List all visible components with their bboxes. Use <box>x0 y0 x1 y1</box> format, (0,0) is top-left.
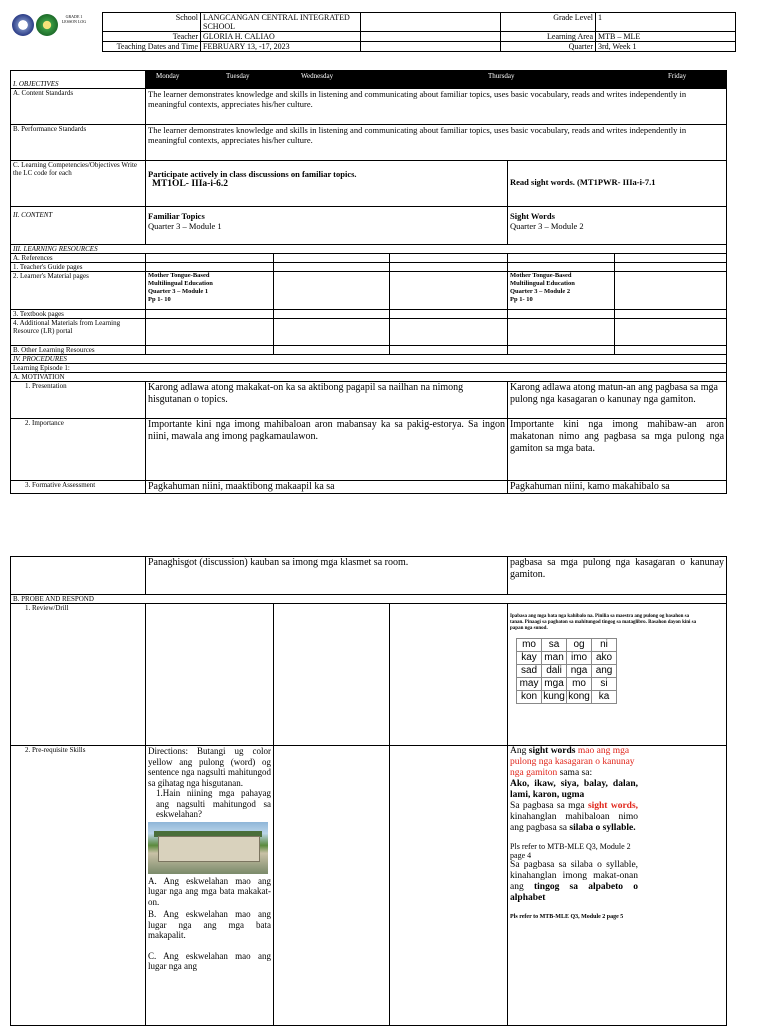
teacher-value: GLORIA H. CALIAO <box>201 32 361 42</box>
day-friday: Friday <box>668 72 687 80</box>
sight-word-cell: mga <box>542 678 567 691</box>
procedures-title: IV. PROCEDURES <box>11 355 727 364</box>
sight-word-cell: kon <box>517 691 542 704</box>
competencies-left <box>146 161 508 207</box>
competency-text: Participate actively in class discussions on familiar topics. <box>148 169 357 179</box>
logo-text: GRADE 1 LESSON LOG <box>61 14 87 24</box>
sight-word-cell: ang <box>592 665 617 678</box>
textbook-label: 3. Textbook pages <box>11 310 146 319</box>
day-wednesday: Wednesday <box>301 72 334 80</box>
formative-label: 3. Formative Assessment <box>11 481 146 494</box>
quarter-label: Quarter <box>501 42 596 52</box>
option-c: C. Ang eskwelahan mao ang lugar nga ang <box>148 950 271 971</box>
school-value: LANGCANGAN CENTRAL INTEGRATED SCHOOL <box>201 13 361 32</box>
sight-word-cell: kong <box>568 691 590 702</box>
content-standards-text: The learner demonstrates knowledge and skills in listening and communicating about familiar topics, uses basic vocabulary, reads and writes independently in meaningful contexts, appreciates his/her culture. <box>146 89 727 125</box>
competencies-right: Read sight words. (MT1PWR- IIIa-i-7.1 <box>508 161 727 207</box>
episode-label: Learning Episode 1: <box>11 364 727 373</box>
prereq-label: 2. Pre-requisite Skills <box>11 746 146 1026</box>
ref-page-4: Pls refer to MTB-MLE Q3, Module 2 page 4 <box>510 842 631 860</box>
formative-left-cont: Panaghisgot (discussion) kauban sa imong mga klasmet sa room. <box>146 557 508 595</box>
resources-title: III. LEARNING RESOURCES <box>11 245 727 254</box>
sight-word-cell: sad <box>517 665 542 678</box>
sight-word-cell: ako <box>592 652 617 665</box>
prereq-cell <box>146 746 274 1026</box>
presentation-right: Karong adlawa atong matun-an ang pagbasa sa mga pulong nga kasagaran o kanunay nga gamiton. <box>508 382 727 419</box>
sight-word-cell: imo <box>567 652 592 665</box>
learners-material-right: Mother Tongue-Based Multilingual Education Quarter 3 – Module 2 Pp 1- 10 <box>508 272 615 310</box>
review-instructions: Ipabasa ang mga bata nga kahibalo na. Pinilia sa maestra ang pulong og basahon sa tanan. Pinaagi sa pagbaton sa mahitungod tingog sa mataglibro. Basahon dayon kini sa papan nga sunod. <box>510 614 697 631</box>
learners-material-left: Mother Tongue-Based Multilingual Education Quarter 3 – Module 1 Pp 1- 10 <box>146 272 274 310</box>
competencies-label: C. Learning Competencies/Objectives Write the LC code for each <box>11 161 146 207</box>
other-resources-label: B. Other Learning Resources <box>11 346 146 355</box>
sight-word-cell: mo <box>517 639 542 652</box>
content-left-title: Familiar Topics <box>148 211 205 221</box>
option-a: A. Ang eskwelahan mao ang lugar nga ang mga bata makakat-on. <box>148 875 271 907</box>
day-monday: Monday <box>156 72 180 80</box>
sight-word-cell: kay <box>517 652 542 665</box>
word-grid-row <box>517 691 617 704</box>
school-building-image <box>148 822 268 874</box>
word-grid-row <box>517 678 617 691</box>
grade-value: 1 <box>596 13 736 32</box>
word-grid-row <box>517 665 617 678</box>
content-standards-label: A. Content Standards <box>11 89 146 125</box>
formative-left: Pagkahuman niini, maaktibong makaapil ka sa <box>146 481 508 494</box>
additional-materials-label: 4. Additional Materials from Learning Resource (LR) portal <box>11 319 146 346</box>
content-right-title: Sight Words <box>510 211 555 221</box>
sight-word-cell: si <box>592 678 617 691</box>
performance-standards-label: B. Performance Standards <box>11 125 146 161</box>
competency-code: MT1OL- IIIa-i-6.2 <box>152 179 228 189</box>
presentation-label: 1. Presentation <box>11 382 146 419</box>
division-logo-icon <box>36 14 58 36</box>
presentation-left: Karong adlawa atong makakat-on ka sa aktibong pagapil sa nailhan na nimong hisgutanan o topics. <box>146 382 508 419</box>
day-thursday: Thursday <box>488 72 515 80</box>
prereq-question: 1.Hain niining mga pahayag ang nagsulti mahitungod sa eskwelahan? <box>156 788 271 819</box>
sight-word-cell: mo <box>567 678 592 691</box>
content-title: II. CONTENT <box>11 207 146 245</box>
school-label: School <box>103 13 201 32</box>
quarter-value: 3rd, Week 1 <box>596 42 736 52</box>
sight-word-cell: dali <box>542 665 567 678</box>
sight-word-cell: kung <box>543 691 565 702</box>
sight-words-list: Ako, ikaw, siya, balay, dalan, lami, karon, ugma <box>510 779 639 800</box>
content-left <box>146 207 508 245</box>
motivation-label: A. MOTIVATION <box>11 373 727 382</box>
content-right-sub: Quarter 3 – Module 2 <box>510 221 584 231</box>
formative-right: Pagkahuman niini, kamo makahibalo sa <box>508 481 727 494</box>
probe-label: B. PROBE AND RESPOND <box>11 595 727 604</box>
area-label: Learning Area <box>501 32 596 42</box>
importance-right: Importante kini nga imong mahibaw-an aron makatonan nimo ang pagbasa sa mga pulong nga gamiton sa mga bata. <box>508 419 727 481</box>
teachers-guide-label: 1. Teacher's Guide pages <box>11 263 146 272</box>
objectives-title: I. OBJECTIVES <box>11 71 146 89</box>
word-grid-row <box>517 652 617 665</box>
formative-right-cont: pagbasa sa mga pulong nga kasagaran o kanunay gamiton. <box>508 557 727 595</box>
content-left-sub: Quarter 3 – Module 1 <box>148 221 222 231</box>
teacher-label: Teacher <box>103 32 201 42</box>
references-label: A. References <box>11 254 146 263</box>
deped-seal-icon <box>12 14 34 36</box>
content-right <box>508 207 727 245</box>
sight-word-grid <box>516 638 617 704</box>
sight-word-cell: nga <box>567 665 592 678</box>
prereq-directions: Directions: Butangi ug color yellow ang pulong (word) og sentence nga nagsulti mahitungod sa gihatag nga hisgutanan. <box>148 746 271 788</box>
day-tuesday: Tuesday <box>226 72 250 80</box>
review-cell <box>508 604 727 746</box>
learners-material-label: 2. Learner's Material pages <box>11 272 146 310</box>
area-value: MTB – MLE <box>596 32 736 42</box>
performance-standards-text: The learner demonstrates knowledge and skills in listening and communicating about familiar topics, uses basic vocabulary, reads and writes independently in meaningful contexts, appreciates his/her culture. <box>146 125 727 161</box>
importance-label: 2. Importance <box>11 419 146 481</box>
lesson-table-continued <box>10 556 727 1026</box>
sight-word-cell: sa <box>542 639 567 652</box>
sight-word-cell: ka <box>592 691 617 704</box>
dates-label: Teaching Dates and Time <box>103 42 201 52</box>
sight-word-cell: og <box>567 639 592 652</box>
lesson-table <box>10 70 727 494</box>
header-table <box>102 12 736 52</box>
grade-label: Grade Level <box>501 13 596 32</box>
header <box>10 12 735 52</box>
dates-value: FEBRUARY 13, -17, 2023 <box>201 42 361 52</box>
word-grid-row <box>517 639 617 652</box>
option-b: B. Ang eskwelahan mao ang lugar nga ang mga bata makapalit. <box>148 909 271 940</box>
importance-left: Importante kini nga imong mahibaloan aron mabansay ka sa pakig-estorya. Sa ingon niini, mawala ang imong pagkamaulawon. <box>146 419 508 481</box>
sight-words-explanation: Ang sight words mao ang mga pulong nga kasagaran o kanunay nga gamiton sama sa: Ako, ikaw, siya, balay, dalan, lami, karon, ugma Sa pagbasa sa mga sight words, kinahanglan mahibaloan nimo ang pagbasa sa silaba o syllable. Pls refer to MTB-MLE Q3, Module 2 page 4 Sa pagbasa sa silaba o syllable, kinahanglan imong makat-onan ang tingog sa alpabeto o alphabet Pls refer to MTB-MLE Q3, Module 2 page 5 <box>508 746 727 1026</box>
sight-word-cell: may <box>517 678 542 691</box>
sight-word-cell: man <box>542 652 567 665</box>
sight-word-cell: ni <box>592 639 617 652</box>
review-label: 1. Review/Drill <box>11 604 146 746</box>
ref-page-5: Pls refer to MTB-MLE Q3, Module 2 page 5 <box>510 914 624 920</box>
